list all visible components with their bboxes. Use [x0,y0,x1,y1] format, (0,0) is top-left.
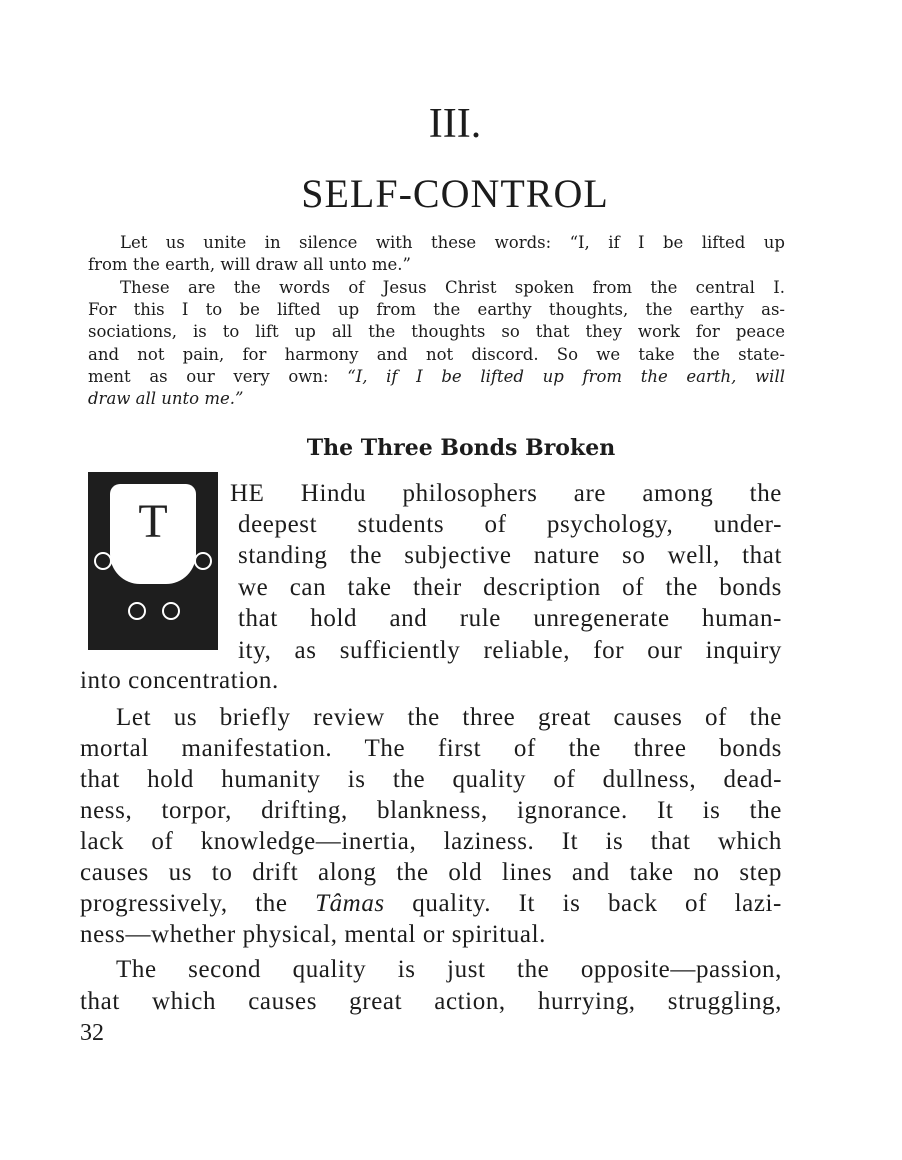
text-line [238,509,782,540]
line-text: and not pain, for harmony and not discord. So we take the state- [88,344,785,364]
text-line [80,986,782,1017]
line-text: we can take their description of the bonds [238,574,782,601]
line-text: deepest students of psychology, under- [238,511,782,538]
line-text: These are the words of Jesus Christ spoken from the central I. [120,277,785,297]
line-text: standing the subjective nature so well, that [238,542,782,569]
text-line [120,277,785,299]
line-text: For this I to be lifted up from the earthy thoughts, the earthy as- [88,299,785,319]
line-text: into concentration. [80,667,279,694]
ornamental-drop-cap [88,472,218,650]
text-line [88,321,785,343]
text-line [120,232,785,254]
line-text: Let us briefly review the three great causes of the [116,704,782,731]
text-line [88,254,785,276]
chapter-title: SELF-CONTROL [301,171,609,216]
line-text: ity, as sufficiently reliable, for our inquiry [238,637,782,664]
text-line [238,540,782,571]
line-text: that hold and rule unregenerate human- [238,605,782,632]
text-line [80,888,782,919]
line-text: from the earth, will draw all unto me.” [88,255,411,275]
text-line [238,635,782,666]
italic-text: draw all unto me.” [88,389,244,409]
page-number: 32 [80,1020,104,1046]
line-text: progressively, the [80,890,316,917]
text-line [80,857,782,888]
line-text: quality. It is back of lazi- [384,890,782,917]
text-line [238,603,782,634]
text-line [80,733,782,764]
text-line [116,702,782,733]
ornament-icon [194,552,212,570]
text-line [80,764,782,795]
line-text: sociations, is to lift up all the thoughts so that they work for peace [88,322,785,342]
text-line [238,572,782,603]
text-line [88,388,785,410]
drop-cap-letter: T [138,495,168,548]
line-text: causes us to drift along the old lines and take no step [80,859,782,886]
text-line [230,478,782,509]
text-line [80,665,782,696]
line-text: ment as our very own: [88,366,348,386]
line-text: The second quality is just the opposite—passion, [116,956,782,983]
text-line [88,344,785,366]
ornament-icon [162,602,180,620]
chapter-number: III. [428,101,482,147]
line-text: Let us unite in silence with these words: “I, if I be lifted up [120,233,785,252]
text-line [116,954,782,985]
line-text: that which causes great action, hurrying, struggling, [80,988,782,1015]
ornament-icon [94,552,112,570]
text-line [88,299,785,321]
line-text: lack of knowledge—inertia, laziness. It is that which [80,828,782,855]
italic-text: Tâmas [315,890,385,917]
line-text: mortal manifestation. The first of the three bonds [80,735,782,762]
text-line [80,919,782,950]
text-line [88,366,785,388]
ornament-icon [128,602,146,620]
text-line [80,826,782,857]
line-text: HE Hindu philosophers are among the [230,480,782,507]
text-line [80,795,782,826]
italic-text: “I, if I be lifted up from the earth, will [347,366,785,386]
line-text: ness, torpor, drifting, blankness, ignorance. It is the [80,797,782,824]
line-text: ness—whether physical, mental or spiritual. [80,921,546,948]
section-heading: The Three Bonds Broken [306,435,616,461]
line-text: that hold humanity is the quality of dullness, dead- [80,766,782,793]
